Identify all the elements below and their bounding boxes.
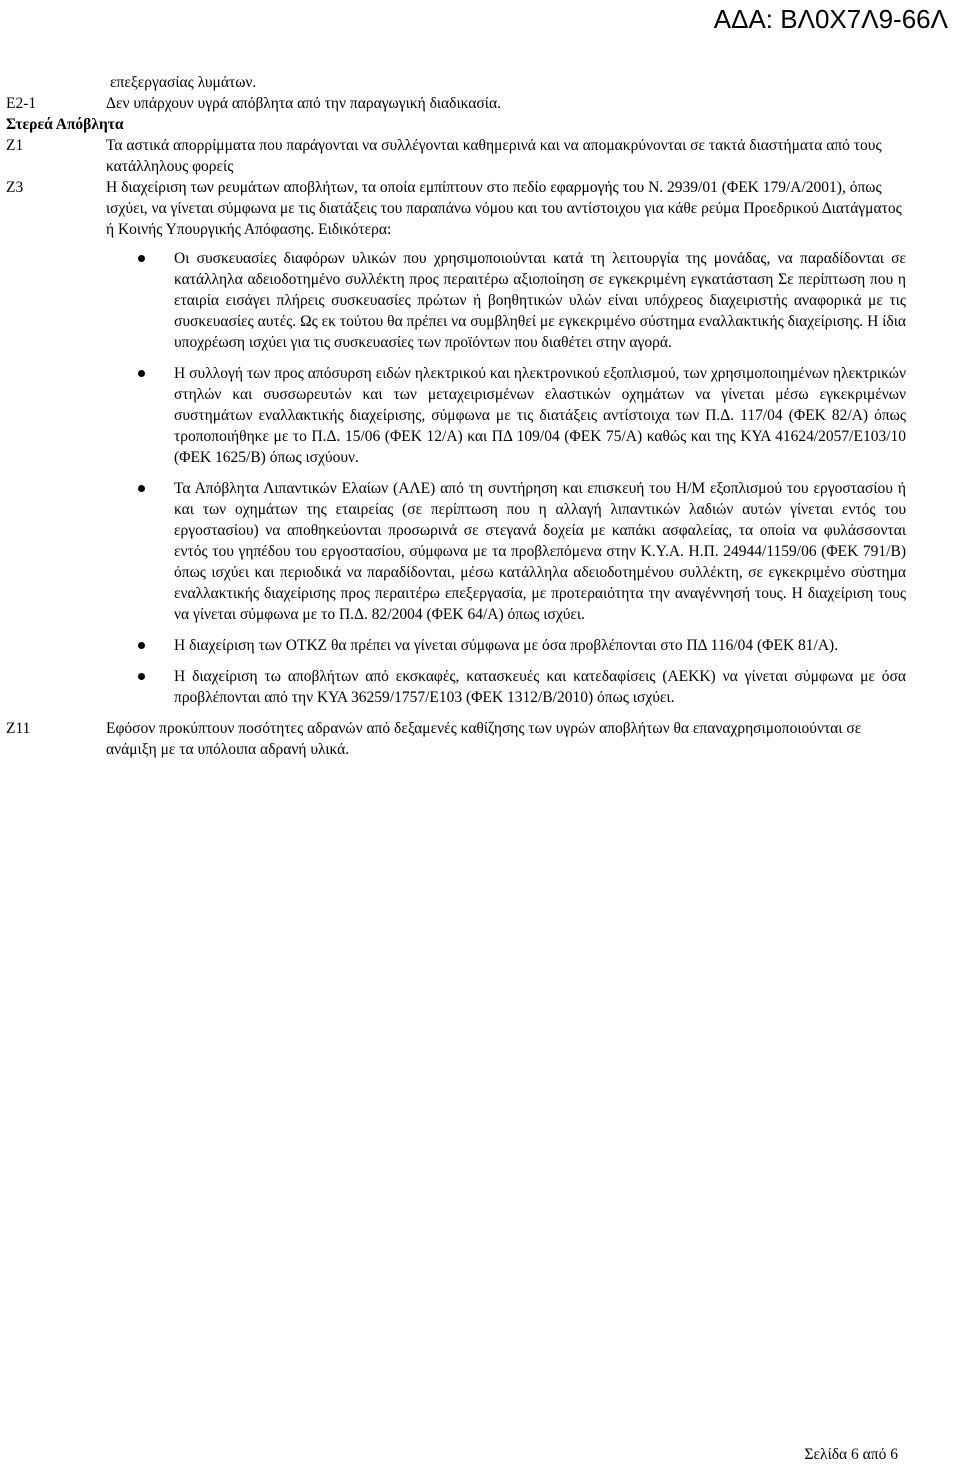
- list-item: [174, 635, 906, 656]
- list-item-text: Τα Απόβλητα Λιπαντικών Ελαίων (ΑΛΕ) από τη συντήρηση και επισκευή του Η/Μ εξοπλισμού του εργοστασίου ή και των οχημάτων της εταιρείας (σε περίπτωση που η αλλαγή λιπαντικών λαδιών αυτών γίνεται εντός του εργοστασίου) να αποθηκεύονται προσωρινά σε στεγανά δοχεία με καπάκι ασφαλείας, τα οποία να φυλάσσονται εντός του γηπέδου του εργοστασίου, σύμφωνα με τα προβλεπόμενα στην Κ.Υ.Α. Η.Π. 24944/1159/06 (ΦΕΚ 791/Β) όπως ισχύει και περιοδικά να παραδίδονται, μέσω κατάλληλα αδειοδοτημένου συλλέκτη, σε εγκεκριμένο σύστημα εναλλακτικής διαχείρισης προς περαιτέρω επεξεργασία, με προτεραιότητα την αναγέννησή τους. Η διαχείριση τους να γίνεται σύμφωνα με το Π.Δ. 82/2004 (ΦΕΚ 64/Α) όπως ισχύει.: [174, 480, 906, 623]
- list-item-text: Οι συσκευασίες διαφόρων υλικών που χρησιμοποιούνται κατά τη λειτουργία της μονάδας, να παραδίδονται σε κατάλληλα αδειοδοτημένο συλλέκτη προς περαιτέρω αξιοποίηση σε εγκεκριμένη εγκατάσταση Σε περίπτωση που η εταιρία εισάγει πλήρεις συσκευασίες πρώτων ή βοηθητικών υλών είναι υπόχρεος διαχειριστής αναφορικά με τις συσκευασίες αυτές. Ως εκ τούτου θα πρέπει να συμβληθεί με εγκεκριμένο σύστημα εναλλακτικής διαχείρισης. Η ίδια υποχρέωση ισχύει για τις συσκευασίες των προϊόντων που διαθέτει στην αγορά.: [174, 250, 906, 351]
- item-text: Η διαχείριση των ρευμάτων αποβλήτων, τα οποία εμπίπτουν στο πεδίο εφαρμογής του Ν. 2939/01 (ΦΕΚ 179/Α/2001), όπως ισχύει, να γίνεται σύμφωνα με τις διατάξεις του παραπάνω νόμου και του αντίστοιχου για κάθε ρεύμα Προεδρικού Διατάγματος ή Κοινής Υπουργικής Απόφασης. Ειδικότερα:: [106, 179, 902, 238]
- list-item: [174, 363, 906, 468]
- bullet-icon: [138, 642, 145, 649]
- item-z1: [6, 135, 906, 177]
- item-e2-1: [6, 93, 906, 114]
- item-code: Ζ1: [6, 137, 24, 154]
- bullet-icon: [138, 485, 145, 492]
- item-z3: [6, 177, 906, 240]
- bullet-list: [6, 248, 906, 708]
- item-z11: [6, 718, 906, 760]
- item-code: Ε2-1: [6, 95, 37, 112]
- item-code: Ζ11: [6, 720, 31, 737]
- bullet-icon: [138, 673, 145, 680]
- list-item: [174, 248, 906, 353]
- bullet-icon: [138, 255, 145, 262]
- list-item-text: Η συλλογή των προς απόσυρση ειδών ηλεκτρικού και ηλεκτρονικού εξοπλισμού, των χρησιμοποιημένων ηλεκτρικών στηλών και συσσωρευτών και των μεταχειρισμένων ελαστικών οχημάτων να γίνεται μέσω εγκεκριμένων συστημάτων εναλλακτικής διαχείρισης, σύμφωνα με τις διατάξεις αντίστοιχα των Π.Δ. 117/04 (ΦΕΚ 82/Α) όπως τροποποιήθηκε με το Π.Δ. 15/06 (ΦΕΚ 12/Α) και ΠΔ 109/04 (ΦΕΚ 75/Α) καθώς και της ΚΥΑ 41624/2057/Ε103/10 (ΦΕΚ 1625/Β) όπως ισχύουν.: [174, 365, 906, 466]
- item-text: Δεν υπάρχουν υγρά απόβλητα από την παραγωγική διαδικασία.: [106, 95, 501, 112]
- item-text: Τα αστικά απορρίμματα που παράγονται να συλλέγονται καθημερινά και να απομακρύνονται σε τακτά διαστήματα από τους κατάλληλους φορείς: [106, 137, 882, 175]
- bullet-icon: [138, 370, 145, 377]
- list-item: [174, 666, 906, 708]
- section-title: Στερεά Απόβλητα: [6, 116, 124, 133]
- list-item: [174, 478, 906, 625]
- list-item-text: Η διαχείριση τω αποβλήτων από εκσκαφές, κατασκευές και κατεδαφίσεις (ΑΕΚΚ) να γίνεται σύμφωνα με όσα προβλέπονται από την ΚΥΑ 36259/1757/Ε103 (ΦΕΚ 1312/Β/2010) όπως ισχύει.: [174, 668, 906, 706]
- document-body: [6, 72, 906, 760]
- ada-code-header: ΑΔΑ: ΒΛ0Χ7Λ9-66Λ: [713, 4, 948, 34]
- list-item-text: Η διαχείριση των ΟΤΚΖ θα πρέπει να γίνεται σύμφωνα με όσα προβλέπονται στο ΠΔ 116/04 (ΦΕΚ 81/Α).: [174, 637, 839, 654]
- continuation-line: επεξεργασίας λυμάτων.: [110, 74, 257, 91]
- page-number: Σελίδα 6 από 6: [804, 1446, 898, 1463]
- item-code: Ζ3: [6, 179, 24, 196]
- item-text: Εφόσον προκύπτουν ποσότητες αδρανών από δεξαμενές καθίζησης των υγρών αποβλήτων θα επαναχρησιμοποιούνται σε ανάμιξη με τα υπόλοιπα αδρανή υλικά.: [106, 720, 862, 758]
